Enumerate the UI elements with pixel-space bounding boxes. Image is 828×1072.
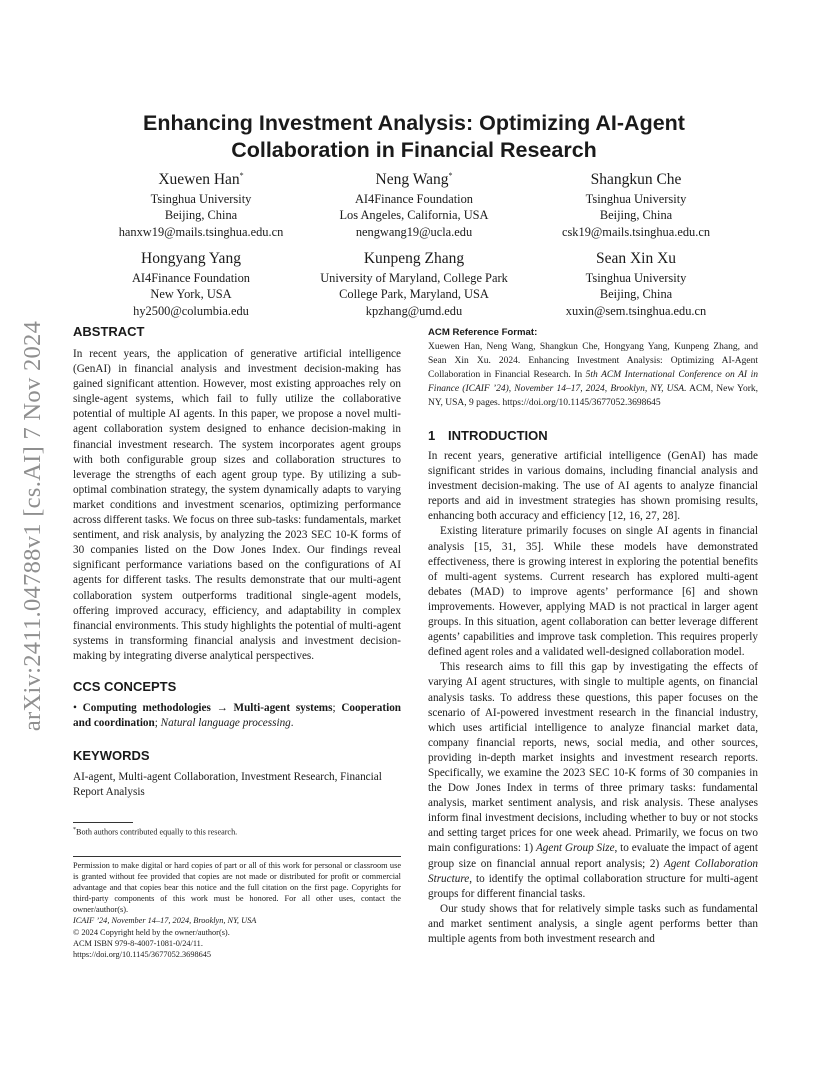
author-block: [61, 249, 321, 319]
author-location: Beijing, China: [599, 208, 673, 223]
right-column: [428, 326, 758, 947]
author-name: Sean Xin Xu: [595, 250, 677, 267]
author-email: nengwang19@ucla.edu: [355, 224, 473, 239]
arxiv-identifier-stamp: [19, 296, 46, 756]
abstract-heading: ABSTRACT: [73, 324, 145, 339]
doi-line: https://doi.org/10.1145/3677052.3698645: [73, 949, 212, 959]
author-location: Beijing, China: [164, 208, 238, 223]
paper-title-line-1: Enhancing Investment Analysis: Optimizing AI-Agent: [143, 111, 685, 135]
permission-text: Permission to make digital or hard copies of part or all of this work for personal or classroom use is granted without fee provided that copies are not made or distributed for profit or commercial advantage and that copies bear this notice and the full citation on the first page. Copyrights for third-party components of this work must be honored. For all other uses, contact the owner/author(s).: [73, 861, 401, 915]
intro-paragraph-2: Existing literature primarily focuses on single AI agents in financial analysis [15, 31, 35]. While these models have demonstrated effectiveness, there is growing interest in exploring the potential benefits of multi-agent systems. Current research has explored multi-agent debates (MAD) to improve agents’ performance [6] and shown improvements. However, applying MAD is not practical in larger agent groups. In this situation, agent collaboration can better leverage different agents’ capabilities and improve task completion. This requires properly defined agent roles and a validated well-designed collaboration model.: [428, 525, 758, 659]
author-email: kpzhang@umd.edu: [365, 303, 463, 318]
author-affiliation: AI4Finance Foundation: [131, 271, 251, 285]
author-block: [506, 170, 766, 240]
acm-reference-heading: ACM Reference Format:: [428, 327, 538, 338]
introduction-body: [428, 449, 758, 947]
abstract-text: In recent years, the application of generative artificial intelligence (GenAI) in financial analysis and investment decision-making has gained significant attention. However, most existing approaches rely on single-agent systems, which fail to fully utilize the collaborative potential of multiple AI agents. In this paper, we propose a novel multi-agent collaboration system designed to enhance decision-making in financial investment research. The system incorporates agent groups with both configurable group sizes and collaboration structures to leverage the strengths of each agent group type. By utilizing a sub-optimal combination strategy, the system dynamically adapts to varying market conditions and investment scenarios, optimizing performance across different tasks. We focus on three sub-tasks: fundamentals, market sentiment, and risk analysis, by analyzing the 2023 SEC 10-K forms of 30 companies listed on the Dow Jones Index. Our findings reveal significant performance variations based on the configurations of AI agents for different tasks. The results demonstrate that our multi-agent collaboration system outperforms traditional single-agent models, offering improved accuracy, efficiency, and adaptability in complex financial environments. This study highlights the potential of multi-agent systems in transforming financial analysis and investment decision-making by integrating diverse analytical perspectives.: [73, 348, 401, 662]
author-name: Hongyang Yang: [141, 250, 241, 267]
copyright-line: © 2024 Copyright held by the owner/author(s).: [73, 927, 230, 937]
equal-contribution-mark: *: [448, 170, 453, 180]
author-location: New York, USA: [150, 287, 232, 302]
permission-block: [73, 860, 401, 960]
author-affiliation: Tsinghua University: [585, 271, 687, 285]
author-block: [284, 249, 544, 319]
author-block: [506, 249, 766, 319]
paper-title-line-2: Collaboration in Financial Research: [231, 138, 597, 162]
intro-paragraph-3: This research aims to fill this gap by investigating the effects of varying AI agent structures, with single to multiple agents, on financial analysis tasks. To address these questions, this paper focuses on the scenario of AI-powered investment research in the financial industry, which uses artificial intelligence to analyze financial market data, company financial reports, news, social media, and other sources, providing in-depth market insights and investment research reports. Specifically, we examine the 2023 SEC 10-K forms of 30 companies in the Dow Jones Index in terms of three primary tasks: fundamental analysis, market sentiment analysis, and risk analysis. These analyses inform final investment decisions, including whether to buy or not stocks and setting target prices for one week ahead. Primarily, we focus on two main configurations: 1) Agent Group Size, to evaluate the impact of agent group size on financial annual report analysis; 2) Agent Collaboration Structure, to identify the optimal collaboration structure for multi-agent groups for different financial tasks.: [428, 661, 759, 900]
author-email: xuxin@sem.tsinghua.edu.cn: [565, 303, 707, 318]
author-block: [284, 170, 544, 240]
keywords-text: AI-agent, Multi-agent Collaboration, Investment Research, Financial Report Analysis: [73, 771, 382, 799]
intro-paragraph-1: In recent years, generative artificial intelligence (GenAI) has made significant strides in various domains, including financial analysis and investment decision-making. The use of AI agents to analyze financial reports and aid in investment strategies has shown promising results, enhancing both accuracy and efficiency [12, 16, 27, 28].: [428, 450, 758, 523]
author-email: csk19@mails.tsinghua.edu.cn: [561, 224, 711, 239]
author-affiliation: Tsinghua University: [150, 192, 252, 206]
conference-venue: ICAIF ’24, November 14–17, 2024, Brooklyn, NY, USA: [73, 916, 257, 926]
keywords-heading: KEYWORDS: [73, 748, 150, 764]
ccs-concepts-text: • Computing methodologies → Multi-agent systems; Cooperation and coordination; Natural language processing.: [73, 701, 402, 730]
author-name: Neng Wang*: [375, 170, 453, 188]
introduction-heading: 1 INTRODUCTION: [428, 428, 548, 443]
author-location: College Park, Maryland, USA: [339, 287, 489, 302]
equal-contribution-mark: *: [239, 170, 244, 180]
author-location: Los Angeles, California, USA: [339, 208, 489, 223]
author-affiliation: Tsinghua University: [585, 192, 687, 206]
arxiv-identifier-text: arXiv:2411.04788v1 [cs.AI] 7 Nov 2024: [19, 320, 46, 732]
permission-rule: [73, 856, 401, 857]
author-name: Xuewen Han*: [158, 170, 244, 188]
isbn-line: ACM ISBN 979-8-4007-1081-0/24/11.: [73, 938, 203, 948]
author-affiliation: AI4Finance Foundation: [354, 192, 474, 206]
author-location: Beijing, China: [599, 287, 673, 302]
author-email: hanxw19@mails.tsinghua.edu.cn: [118, 224, 284, 239]
ccs-concepts-heading: CCS CONCEPTS: [73, 678, 177, 694]
section-number: 1: [428, 428, 436, 443]
author-affiliation: University of Maryland, College Park: [320, 271, 508, 285]
paper-title: [100, 110, 728, 164]
author-email: hy2500@columbia.edu: [133, 303, 249, 318]
equal-contribution-footnote: *Both authors contributed equally to this research.: [73, 827, 238, 837]
intro-paragraph-4: Our study shows that for relatively simple tasks such as fundamental and market sentiment analysis, a single agent performs better than multiple agents from both investment research and: [428, 902, 758, 945]
author-name: Shangkun Che: [590, 171, 682, 188]
acm-reference-text: Xuewen Han, Neng Wang, Shangkun Che, Hongyang Yang, Kunpeng Zhang, and Sean Xin Xu. 2024. Enhancing Investment Analysis: Optimizing AI-Agent Collaboration in Financial Research. In 5th ACM International Conference on AI in Finance (ICAIF ’24), November 14–17, 2024, Brooklyn, NY, USA. ACM, New York, NY, USA, 9 pages. https://doi.org/10.1145/3677052.3698645: [428, 342, 759, 408]
footnote-rule: [73, 822, 133, 823]
author-name: Kunpeng Zhang: [363, 250, 465, 267]
left-column: [73, 324, 401, 800]
